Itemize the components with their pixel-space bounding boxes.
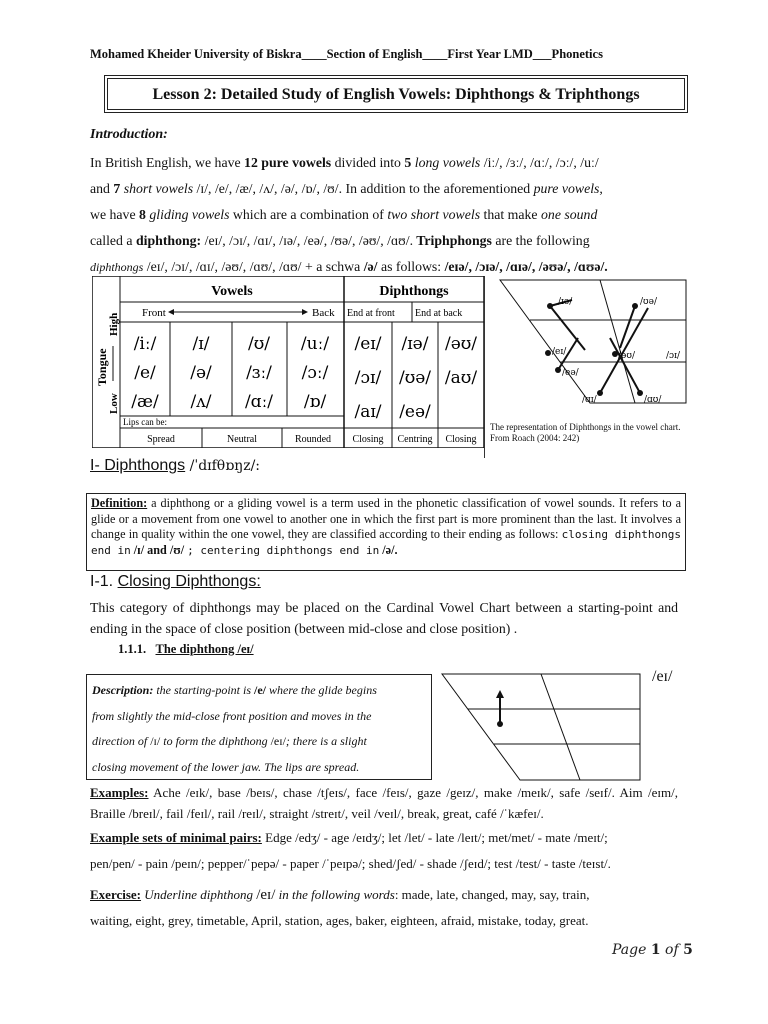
intro-line-4: called a diphthong: /eɪ/, /ɔɪ/, /ɑɪ/, /ɪə/, /eə/, /ʊə/, /əʊ/, /ɑʊ/. Triphphongs are the following	[90, 233, 590, 248]
diphthongs-heading: I- Diphthongs /ˈdɪfθɒŋz/:	[90, 457, 261, 474]
vowel-cell: /ʊ/	[248, 334, 270, 354]
fig-label: /ɪə/	[558, 297, 573, 307]
definition-box: Definition: a diphthong or a gliding vowel is a term used in the phonetic classification of vowel sounds. It refers to a glide or a movement from one vowel to another one in which the first part is more prominent than the last. It involves a change in quality within the one vowel, they are classified according to their ending as follows: closing diphthongs end in /ɪ/ and /ʊ/ ; centering diphthongs end in /ə/.	[86, 493, 686, 571]
figure-divider	[484, 276, 485, 458]
vowel-cell: /iː/	[133, 334, 157, 354]
diph-cell: /ɪə/	[401, 334, 429, 354]
diphthongs-header: Diphthongs	[379, 284, 449, 299]
diph-cell: /ɔɪ/	[354, 368, 382, 388]
diphthong-vowel-chart	[490, 278, 690, 420]
intro-line-5: diphthongs /eɪ/, /ɔɪ/, /ɑɪ/, /əʊ/, /ɑʊ/, /ɑʊ/ + a schwa /ə/ as follows: /eɪə/, /ɔɪə/, /ɑɪə/, /əʊə/, /ɑʊə/.	[90, 259, 608, 274]
lips-label: Lips can be:	[123, 417, 167, 427]
vowel-cell: /e/	[134, 363, 156, 383]
neutral-label: Neutral	[227, 434, 257, 445]
diph-cell: /eə/	[399, 402, 431, 422]
ei-label: /eɪ/	[652, 668, 673, 685]
title-box	[104, 75, 688, 113]
fig-label: /ʊə/	[640, 297, 657, 307]
closing-paragraph: This category of diphthongs may be placed on the Cardinal Vowel Chart between a starting-point and ending in the space of close position (between mid-close and close position) .	[90, 600, 678, 636]
intro-line-3: we have 8 gliding vowels which are a combination of two short vowels that make one sound	[90, 207, 598, 222]
end-front-label: End at front	[347, 308, 395, 319]
examples-paragraph: Examples: Ache /eɪk/, base /beɪs/, chase /tʃeɪs/, face /feɪs/, gaze /geɪz/, make /meɪk/, safe /seɪf/. Aim /eɪm/, Braille /breɪl/, fail /feɪl/, rail /reɪl/, straight /streɪt/, veil /veɪl/, break, great, café /ˈkæfeɪ/.	[90, 785, 678, 821]
rounded-label: Rounded	[294, 434, 332, 445]
vowel-cell: /ɒ/	[303, 392, 327, 412]
centring-label: Centring	[397, 434, 433, 445]
fig-label: /eɪ/	[552, 347, 567, 357]
intro-heading: Introduction:	[90, 127, 168, 142]
intro-line-1: In British English, we have 12 pure vowels divided into 5 long vowels /iː/, /ɜː/, /ɑː/, /ɔː/, /uː/	[90, 155, 599, 170]
vowel-cell: /æ/	[131, 392, 159, 412]
fig-label: /eə/	[562, 368, 579, 378]
intro-line-2: and 7 short vowels /ɪ/, /e/, /æ/, /ʌ/, /ə/, /ɒ/, /ʊ/. In addition to the aforementioned pure vowels,	[90, 181, 603, 196]
exercise-paragraph: Exercise: Underline diphthong /eɪ/ in the following words: made, late, changed, may, say, train, waiting, eight, grey, timetable, April, station, ages, baker, eighteen, afraid, mistake, today, great.	[90, 887, 590, 928]
diph-cell: /aɪ/	[354, 402, 382, 422]
diph-cell: /aʊ/	[444, 368, 478, 388]
fig-label: /əʊ/	[618, 351, 635, 361]
back-label: Back	[312, 307, 335, 319]
vowel-cell: /ʌ/	[190, 392, 212, 412]
diph-cell: /ʊə/	[398, 368, 432, 388]
tongue-label: Tongue	[95, 348, 109, 386]
front-label: Front	[142, 307, 166, 319]
low-label: Low	[108, 393, 120, 414]
vowel-cell: /ɔː/	[301, 363, 329, 383]
fig-label: /ɔɪ/	[666, 351, 680, 361]
vowel-cell: /uː/	[300, 334, 330, 354]
end-back-label: End at back	[415, 308, 463, 319]
figure-caption: The representation of Diphthongs in the vowel chart. From Roach (2004: 242)	[490, 422, 681, 443]
vowel-cell: /ɑː/	[244, 392, 274, 412]
page-header: Mohamed Kheider University of Biskra____Section of English____First Year LMD___Phonetics	[90, 47, 603, 61]
vowel-table-figure	[92, 276, 484, 448]
diph-cell: /eɪ/	[354, 334, 382, 354]
fig-label: /ɑʊ/	[644, 395, 662, 405]
subsection-ei-heading: 1.1.1. The diphthong /eɪ/	[118, 642, 254, 656]
vowel-cell: /ə/	[190, 363, 212, 383]
minimal-pairs-paragraph: Example sets of minimal pairs: Edge /edʒ/ - age /eɪdʒ/; let /let/ - late /leɪt/; met/met/ - mate /meɪt/; pen/pen/ - pain /peɪn/; pepper/ˈpepə/ - paper /ˈpeɪpə/; shed/ʃed/ - shade /ʃeɪd/; test /test/ - taste /teɪst/.	[90, 830, 611, 871]
closing-label-2: Closing	[445, 434, 477, 445]
vowel-cell: /ɜː/	[246, 363, 272, 383]
fig-label: /ɑɪ/	[582, 395, 597, 405]
high-label: High	[108, 312, 120, 336]
description-box: Description: the starting-point is /e/ where the glide begins from slightly the mid-close front position and moves in the direction of /ɪ/ to form the diphthong /eɪ/; there is a slight closing movement of the lower jaw. The lips are spread.	[86, 674, 432, 780]
closing-diphthongs-heading: I-1. Closing Diphthongs:	[90, 573, 261, 590]
lesson-title: Lesson 2: Detailed Study of English Vowels: Diphthongs & Triphthongs	[107, 78, 685, 110]
diph-cell: /əʊ/	[444, 334, 478, 354]
intro-paragraph	[90, 150, 678, 280]
spread-label: Spread	[147, 434, 175, 445]
vowel-cell: /ɪ/	[192, 334, 210, 354]
page-footer: Page 1 of 5	[612, 942, 693, 958]
closing-label: Closing	[352, 434, 384, 445]
vowels-header: Vowels	[211, 284, 253, 299]
ei-vowel-chart	[440, 672, 680, 782]
